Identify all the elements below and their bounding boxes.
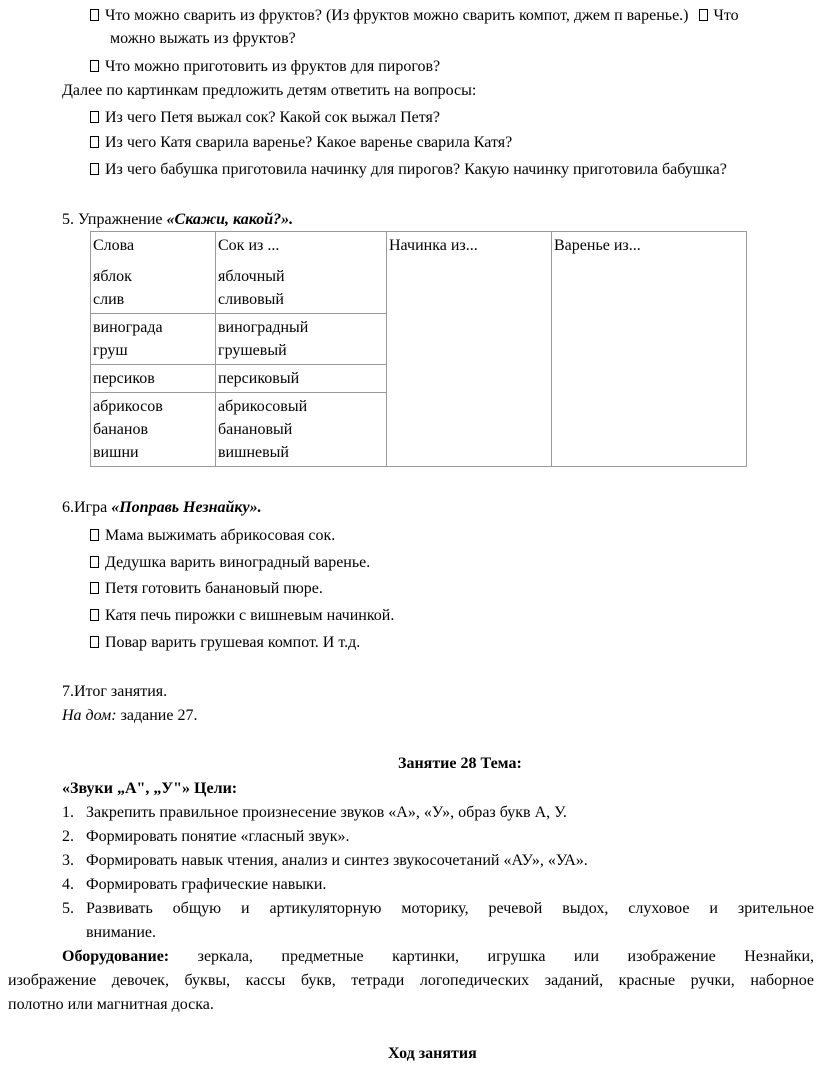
game-6-heading: 6.Игра «Поправь Незнайку». xyxy=(62,499,262,516)
lesson-topic: «Звуки „А", „У"» Цели: xyxy=(62,780,238,797)
goal-item: 2. Формировать понятие «гласный звук». xyxy=(62,828,350,845)
list-item: Мама выжимать абрикосовая сок. xyxy=(90,528,335,544)
equipment-cont: изображение девочек, буквы, кассы букв, тетради логопедических заданий, красные ручки, наборное xyxy=(8,972,814,989)
bullet-box-icon xyxy=(90,582,99,594)
goal-item-number: 5. xyxy=(62,900,74,917)
bullet-box-icon xyxy=(90,9,99,21)
equipment-cont: полотно или магнитная доска. xyxy=(8,996,214,1013)
bullet-box-icon xyxy=(90,111,99,123)
list-item: Катя печь пирожки с вишневым начинкой. xyxy=(90,608,394,624)
word-table xyxy=(90,231,747,467)
intro-question-1: Что можно сварить из фруктов? (Из фруктов можно сварить компот, джем п варенье.) Что xyxy=(90,8,739,24)
table-cell: абрикосовый банановый вишневый xyxy=(216,393,387,467)
goal-item: Развивать общую и артикуляторную моторику, речевой выдох, слуховое и зрительное xyxy=(86,900,814,917)
table-cell: виноградный грушевый xyxy=(216,314,387,365)
goal-item: 3. Формировать навык чтения, анализ и синтез звукосочетаний «АУ», «УА». xyxy=(62,852,588,869)
intro-question-1-cont: можно выжать из фруктов? xyxy=(110,30,296,47)
picture-question: Из чего Петя выжал сок? Какой сок выжал Петя? xyxy=(90,110,440,126)
bullet-box-icon xyxy=(90,136,99,148)
picture-question: Из чего Катя сварила варенье? Какое варенье сварила Катя? xyxy=(90,135,512,151)
bullet-box-icon xyxy=(90,609,99,621)
bullet-box-icon xyxy=(90,529,99,541)
list-item: Повар варить грушевая компот. И т.д. xyxy=(90,635,360,651)
exercise-5-heading: 5. Упражнение «Скажи, какой?». xyxy=(62,211,294,228)
intro-lead: Далее по картинкам предложить детям ответить на вопросы: xyxy=(62,82,477,99)
table-cell: Слова яблок слив xyxy=(91,232,216,314)
table-header-jam: Варенье из... xyxy=(552,232,747,467)
table-cell: Сок из ... яблочный сливовый xyxy=(216,232,387,314)
goal-item: 1. Закрепить правильное произнесение звуков «А», «У», образ букв А, У. xyxy=(62,804,567,821)
bullet-box-icon xyxy=(699,9,708,21)
list-item: Дедушка варить виноградный варенье. xyxy=(90,555,370,571)
bullet-box-icon xyxy=(90,163,99,175)
equipment: Оборудование: зеркала, предметные картинки, игрушка или изображение Незнайки, xyxy=(62,948,814,965)
lesson-heading: Занятие 28 Тема: xyxy=(398,755,522,772)
bullet-box-icon xyxy=(90,60,99,72)
homework: На дом: задание 27. xyxy=(62,707,198,724)
bullet-box-icon xyxy=(90,636,99,648)
table-header-filling: Начинка из... xyxy=(387,232,552,467)
table-cell: персиков xyxy=(91,365,216,393)
table-cell: персиковый xyxy=(216,365,387,393)
picture-question: Из чего бабушка приготовила начинку для пирогов? Какую начинку приготовила бабушка? xyxy=(90,162,727,178)
summary-item: 7.Итог занятия. xyxy=(62,683,168,700)
intro-question-2: Что можно приготовить из фруктов для пирогов? xyxy=(90,59,440,75)
table-cell: винограда груш xyxy=(91,314,216,365)
bullet-box-icon xyxy=(90,556,99,568)
course-heading: Ход занятия xyxy=(388,1045,477,1062)
goal-item: 4. Формировать графические навыки. xyxy=(62,876,327,893)
table-cell: абрикосов бананов вишни xyxy=(91,393,216,467)
list-item: Петя готовить банановый пюре. xyxy=(90,581,323,597)
goal-item-cont: внимание. xyxy=(86,924,157,941)
